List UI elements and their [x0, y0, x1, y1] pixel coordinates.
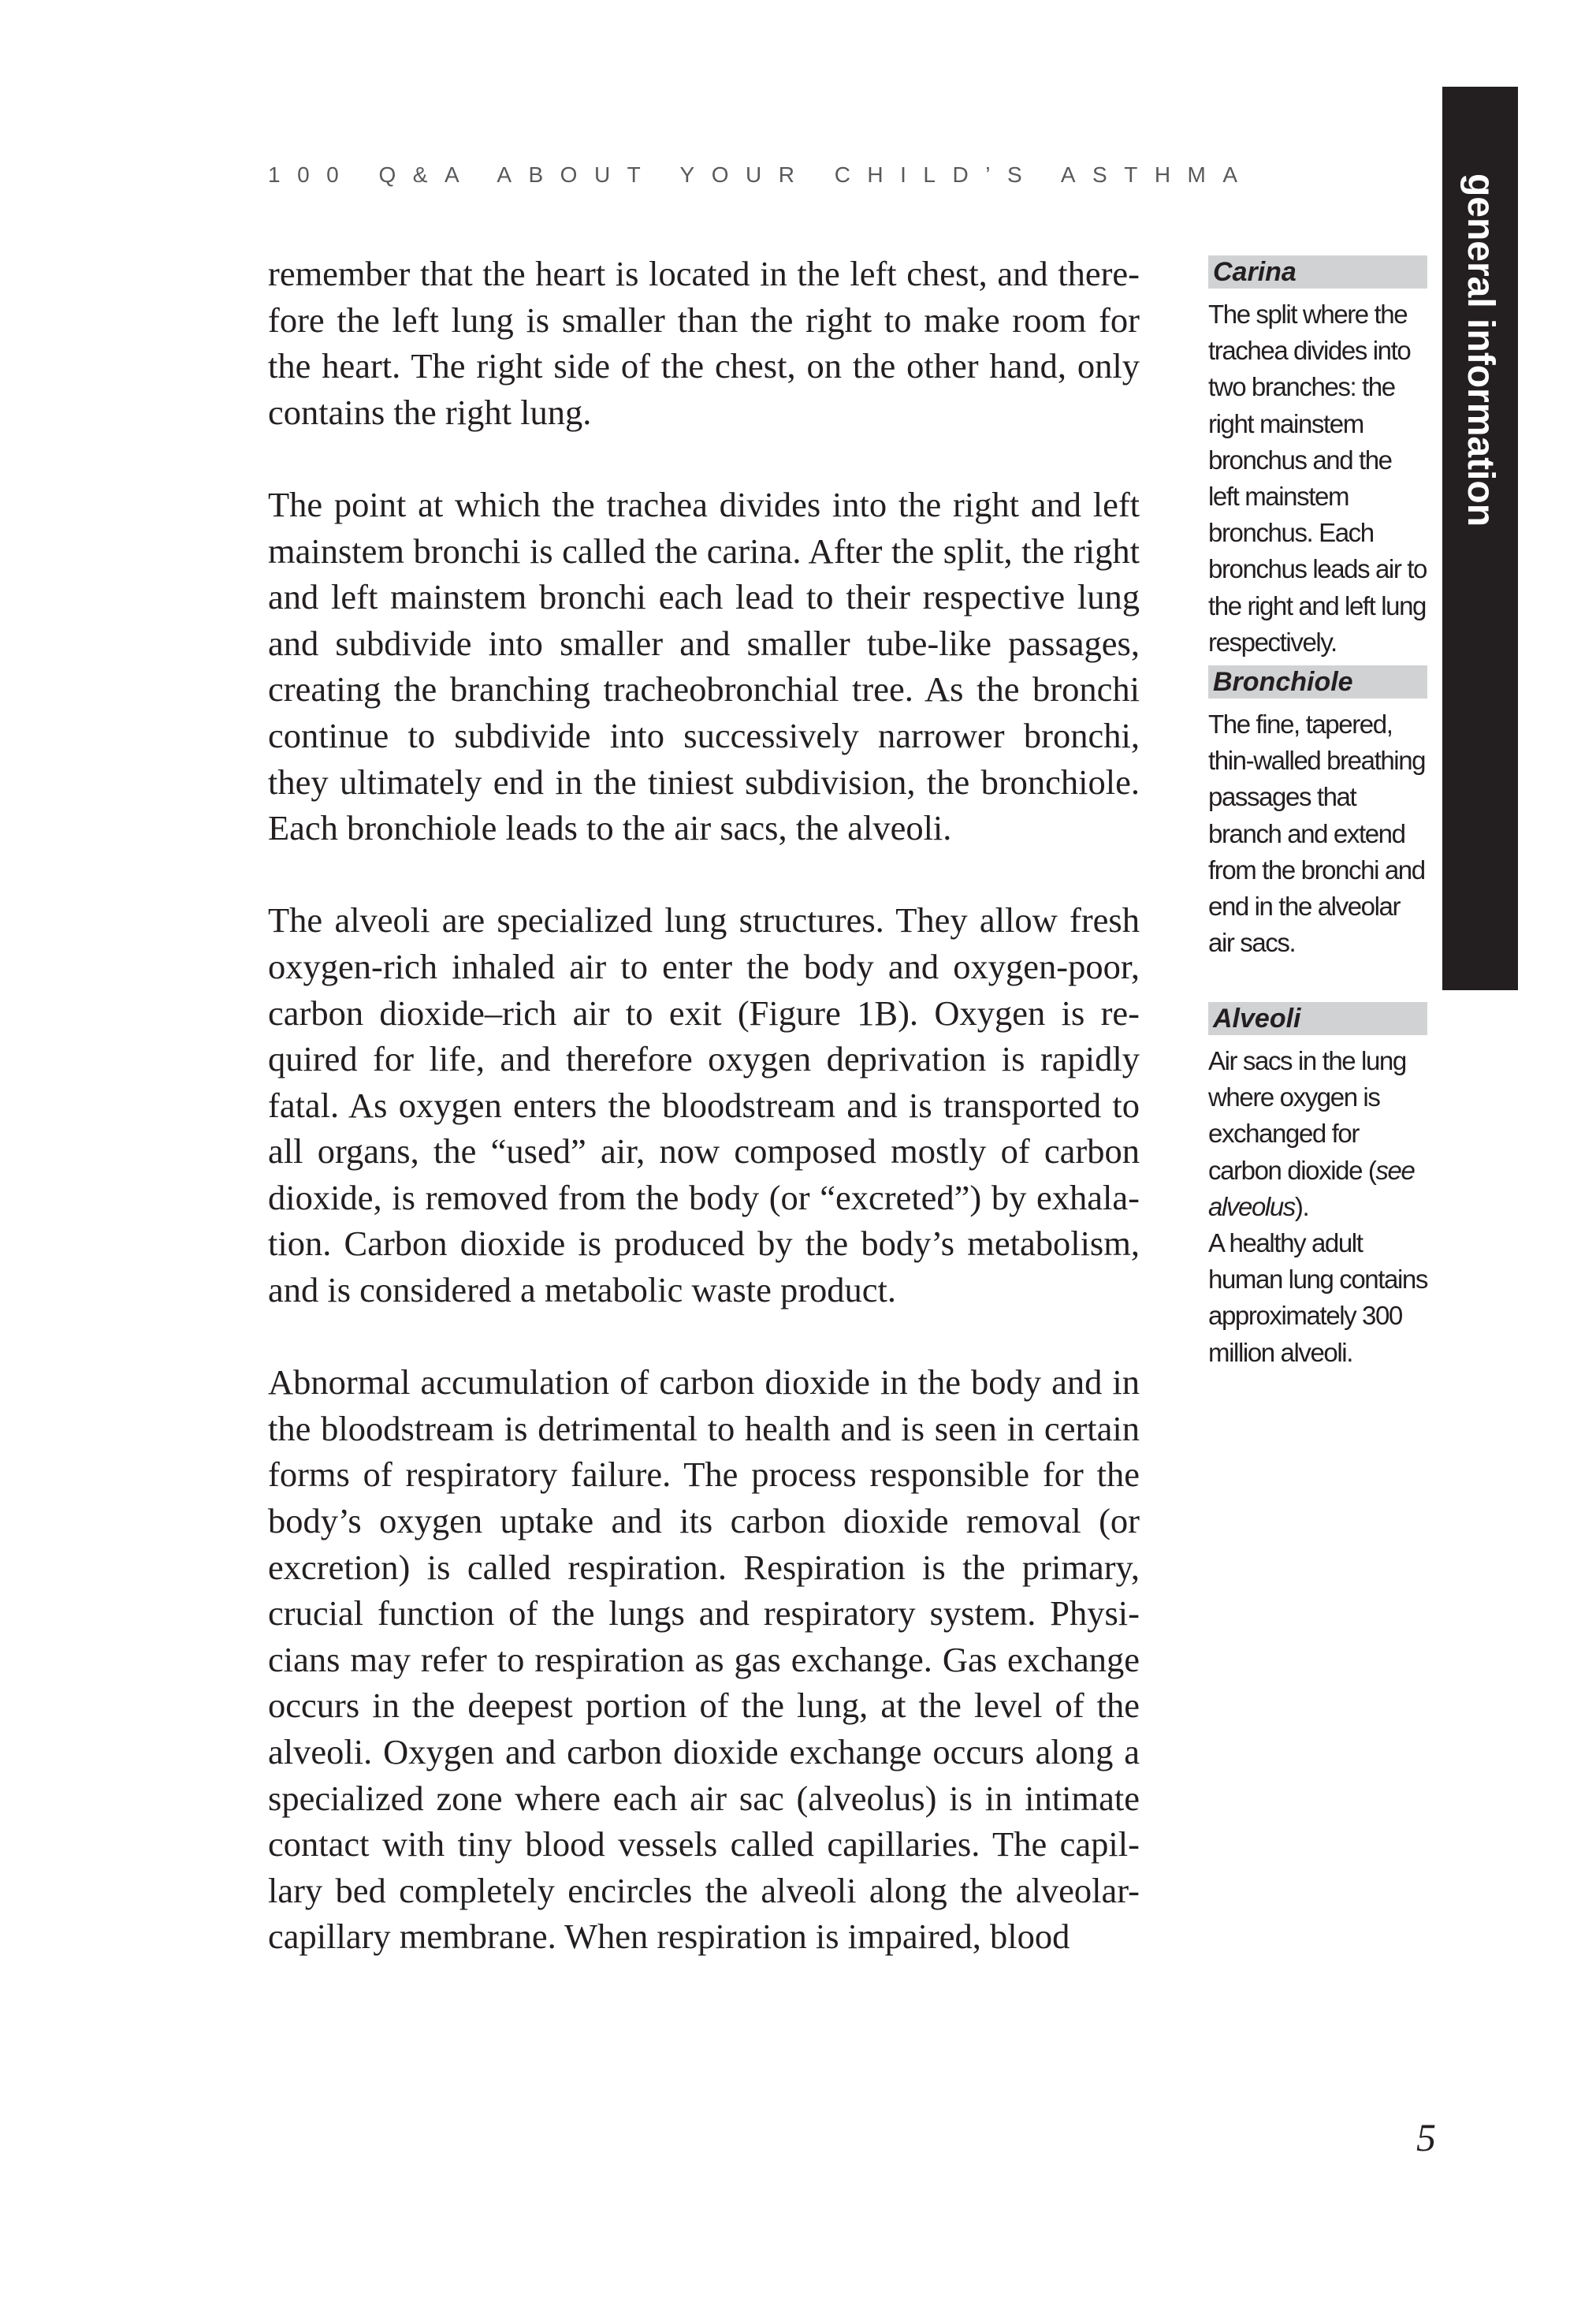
body-paragraph: The point at which the trachea divides into the right and left mainstem bronchi is called the carina. After the split, the right and left mainstem bronchi each lead to their respective lung and subdivide into smaller and smaller tube-like passages, creating the branching tracheobronchial tree. As the bronchi continue to subdivide into successively narrower bronchi, they ultimately end in the tiniest subdivision, the bronchiole. Each bronchiole leads to the air sacs, the alveoli. [268, 484, 1140, 848]
section-tab [1442, 87, 1518, 990]
glossary-definition-text: Air sacs in the lung where oxygen is exchanged for carbon dioxide ( [1208, 1046, 1406, 1185]
main-text-column [268, 251, 1140, 1960]
glossary-definition: The fine, tapered, thin-walled breathing passages that branch and extend from the bronchi and end in the alveolar air sacs. [1208, 710, 1426, 958]
body-paragraph: Abnormal accumulation of carbon dioxide in the body and in the bloodstream is detrimental to health and is seen in certain forms of respiratory failure. The process responsible for the body’s oxygen uptake and its carbon dioxide removal (or excretion) is called respiration. Respiration is the primary, crucial function of the lungs and respiratory system. Physicians may refer to respiration as gas exchange. Gas exchange occurs in the deepest portion of the lung, at the level of the alveoli. Oxygen and carbon dioxide exchange occurs along a specialized zone where each air sac (alveolus) is in intimate contact with tiny blood vessels called capillaries. The capillary bed completely encircles the alveoli along the alveolar-capillary membrane. When respiration is impaired, blood [268, 1362, 1140, 1957]
page-number: 5 [1416, 2115, 1436, 2159]
glossary-definition-text: ). [1294, 1191, 1309, 1221]
glossary-term: Alveoli [1208, 1002, 1427, 1035]
glossary-entry-bronchiole [1208, 665, 1427, 961]
section-tab-label: general information [1460, 173, 1501, 527]
glossary-entry-carina [1208, 255, 1427, 661]
glossary-cross-reference: see alveolus [1208, 1155, 1415, 1221]
body-paragraph: The alveoli are specialized lung structures. They allow fresh oxygen-rich inhaled air to enter the body and oxygen-poor, carbon dioxide–rich air to exit (Figure 1B). Oxygen is required for life, and therefore oxygen deprivation is rapidly fatal. As oxygen enters the bloodstream and is transported to all organs, the “used” air, now composed mostly of carbon dioxide, is removed from the body (or “excreted”) by exhalation. Carbon dioxide is produced by the body’s metabolism, and is considered a metabolic waste product. [268, 900, 1140, 1310]
glossary-entry-alveoli [1208, 1002, 1427, 1371]
glossary-definition: The split where the trachea divides into two branches: the right mainstem bronchus and the left mainstem bronchus. Each bronchus leads air to the right and left lung respectively. [1208, 300, 1427, 657]
glossary-definition [1208, 1043, 1427, 1225]
body-paragraph: remember that the heart is located in the left chest, and therefore the left lung is smaller than the right to make room for the heart. The right side of the chest, on the other hand, only contains the right lung. [268, 254, 1140, 432]
glossary-term: Bronchiole [1208, 665, 1427, 699]
glossary-note: A healthy adult human lung contains approximately 300 million alveoli. [1208, 1228, 1427, 1367]
running-head: 100 Q&A ABOUT YOUR CHILD’S ASTHMA [268, 162, 1255, 187]
glossary-term: Carina [1208, 255, 1427, 289]
